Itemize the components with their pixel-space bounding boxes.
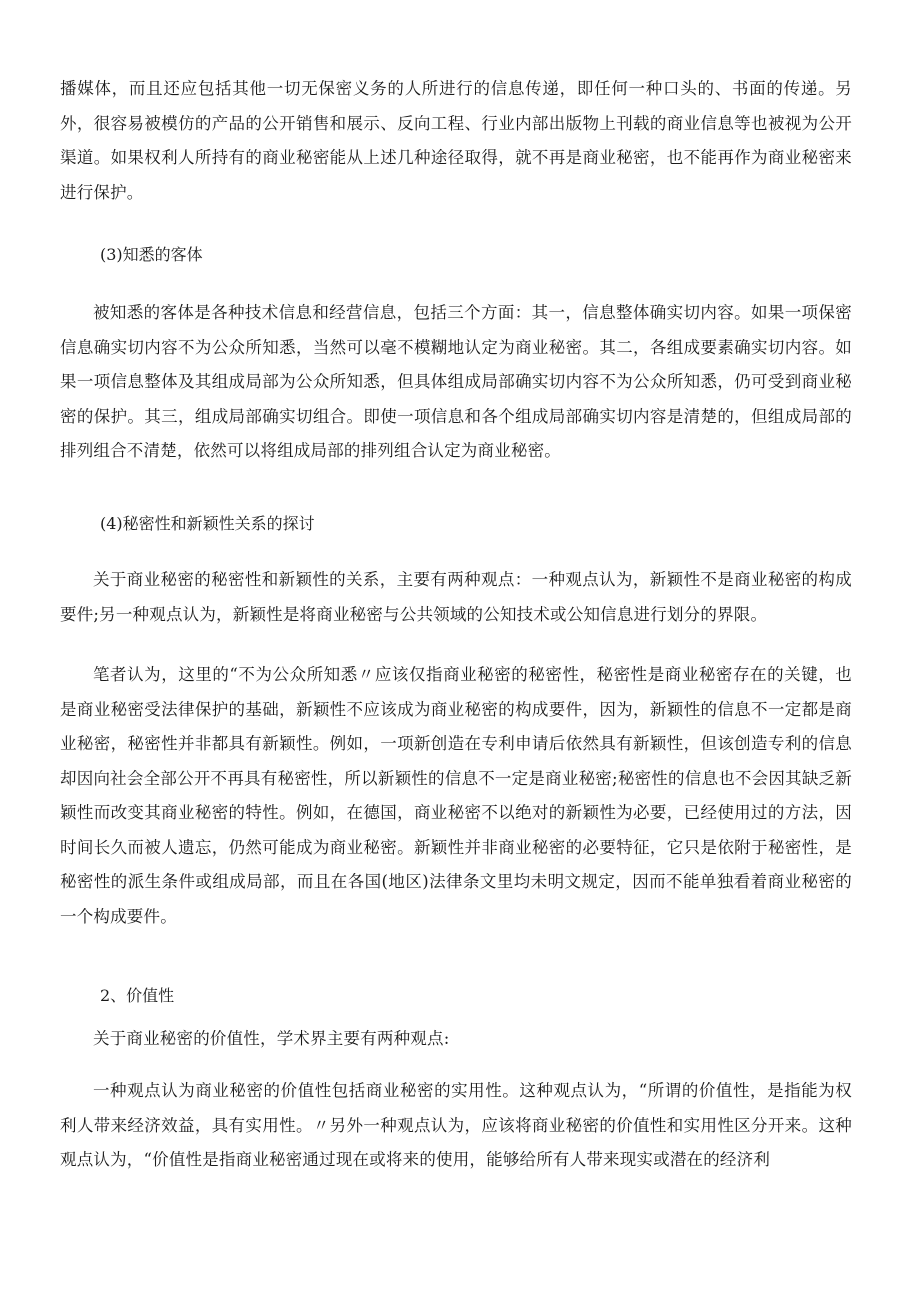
paragraph-value-views: 一种观点认为商业秘密的价值性包括商业秘密的实用性。这种观点认为，“所谓的价值性，是指能为权利人带来经济效益，具有实用性。〃另外一种观点认为，应该将商业秘密的价值性和实用性区分开来。这种观点认为，“价值性是指商业秘密通过现在或将来的使用，能够给所有人带来现实或潜在的经济利 — [60, 1081, 852, 1169]
paragraph-author-opinion: 笔者认为，这里的“不为公众所知悉〃应该仅指商业秘密的秘密性，秘密性是商业秘密存在的关键，也是商业秘密受法律保护的基础，新颖性不应该成为商业秘密的构成要件，因为，新颖性的信息不一定都是商业秘密，秘密性并非都具有新颖性。例如，一项新创造在专利申请后依然具有新颖性，但该创造专利的信息却因向社会全部公开不再具有秘密性，所以新颖性的信息不一定是商业秘密;秘密性的信息也不会因其缺乏新颖性而改变其商业秘密的特性。例如，在德国，商业秘密不以绝对的新颖性为必要，已经使用过的方法，因时间长久而被人遗忘，仍然可能成为商业秘密。新颖性并非商业秘密的必要特征，它只是依附于秘密性，是秘密性的派生条件或组成局部，而且在各国(地区)法律条文里均未明文规定，因而不能单独看着商业秘密的一个构成要件。 — [60, 665, 852, 926]
heading-knowledge-object: (3)知悉的客体 — [100, 245, 203, 264]
paragraph-two-views: 关于商业秘密的秘密性和新颖性的关系，主要有两种观点：一种观点认为，新颖性不是商业秘密的构成要件;另一种观点认为，新颖性是将商业秘密与公共领域的公知技术或公知信息进行划分的界限。 — [60, 570, 852, 624]
paragraph-public-channels: 播媒体，而且还应包括其他一切无保密义务的人所进行的信息传递，即任何一种口头的、书面的传递。另外，很容易被模仿的产品的公开销售和展示、反向工程、行业内部出版物上刊载的商业信息等也被视为公开渠道。如果权利人所持有的商业秘密能从上述几种途径取得，就不再是商业秘密，也不能再作为商业秘密来进行保护。 — [60, 79, 852, 202]
paragraph-knowledge-object: 被知悉的客体是各种技术信息和经营信息，包括三个方面：其一，信息整体确实切内容。如果一项保密信息确实切内容不为公众所知悉，当然可以毫不模糊地认定为商业秘密。其二，各组成要素确实切内容。如果一项信息整体及其组成局部为公众所知悉，但具体组成局部确实切内容不为公众所知悉，仍可受到商业秘密的保护。其三，组成局部确实切组合。即使一项信息和各个组成局部确实切内容是清楚的，但组成局部的排列组合不清楚，依然可以将组成局部的排列组合认定为商业秘密。 — [60, 303, 852, 460]
heading-value: 2、价值性 — [100, 986, 175, 1005]
heading-secrecy-novelty: (4)秘密性和新颖性关系的探讨 — [100, 514, 315, 533]
paragraph-value-intro: 关于商业秘密的价值性，学术界主要有两种观点: — [93, 1029, 450, 1048]
